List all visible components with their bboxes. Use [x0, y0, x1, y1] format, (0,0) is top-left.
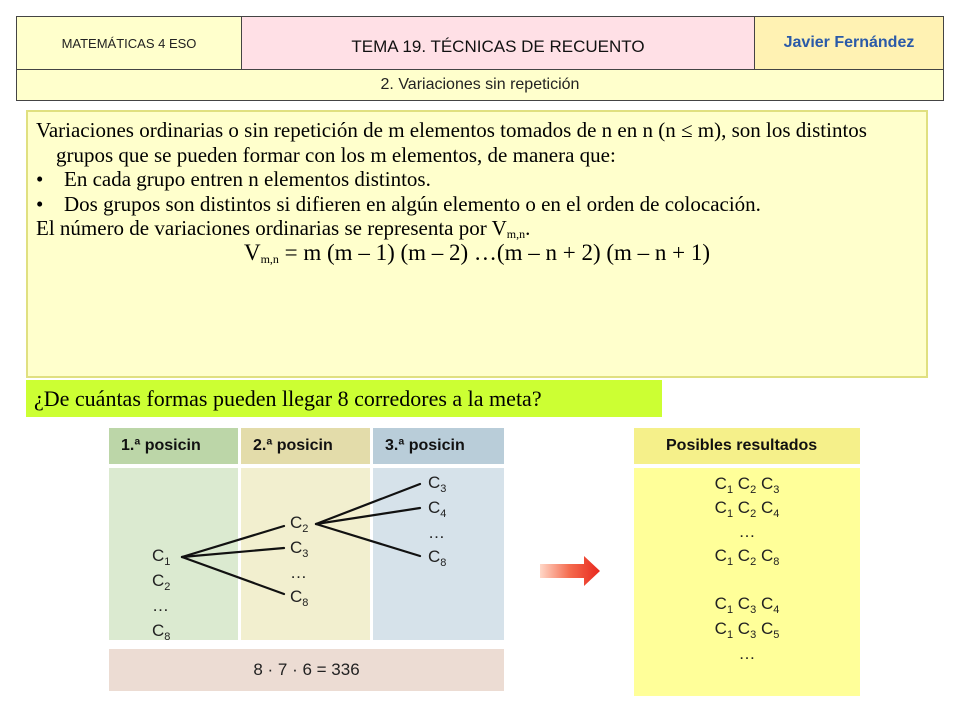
results-header: Posibles resultados	[634, 428, 860, 464]
col2-item-3: $C_8$	[290, 587, 309, 609]
result-line-0: $C_1$ $C_2$ $C_3$	[714, 474, 780, 496]
result-line-3: $C_1$ $C_2$ $C_8$	[714, 546, 780, 568]
col1-item-1: $C_2$	[152, 571, 171, 593]
author-name: Javier Fernández	[754, 16, 944, 70]
bullet-1-text: En cada grupo entren n elementos distintos.	[64, 167, 431, 191]
question-box: ¿De cuántas formas pueden llegar 8 corredores a la meta?	[26, 380, 662, 417]
result-line-4: $C_1$ $C_3$ $C_4$	[714, 594, 780, 616]
result-line-5: $C_1$ $C_3$ $C_5$	[714, 619, 780, 641]
result-formula: 8 · 7 · 6 = 336	[109, 649, 504, 691]
col3-item-0: $C_3$	[428, 473, 447, 495]
definition-bullet-2: • Dos grupos son distintos si difieren en algún elemento o en el orden de colocación.	[36, 191, 761, 216]
col1-item-0: $C_1$	[152, 546, 171, 568]
col2-item-2: …	[290, 563, 307, 582]
header-position-2: 2.ª posicin	[241, 428, 370, 464]
definition-text: Variaciones ordinarias o sin repetición de m elementos tomados de n en n (n ≤ m), son los distintos grupos que se pueden formar con los m elementos, de manera que:	[36, 118, 867, 167]
definition-box	[26, 110, 928, 378]
col2-item-1: $C_3$	[290, 538, 309, 560]
formula-v: V	[243, 239, 261, 265]
col3-item-2: …	[428, 523, 445, 542]
col1-item-2: …	[152, 596, 169, 615]
definition-bullet-1: • En cada grupo entren n elementos distintos.	[36, 167, 431, 191]
notation-text: El número de variaciones ordinarias se representa por V	[36, 216, 507, 240]
result-line-6: …	[738, 644, 756, 663]
course-label: MATEMÁTICAS 4 ESO	[16, 16, 242, 70]
col1-item-3: $C_8$	[152, 621, 171, 643]
header-position-3: 3.ª posicin	[373, 428, 504, 464]
header-position-1: 1.ª posicin	[109, 428, 238, 464]
result-line-2: …	[738, 522, 756, 541]
column-position-1	[109, 468, 238, 643]
right-arrow-icon	[540, 556, 602, 586]
formula-expression: = m (m – 1) (m – 2) …(m – n + 2) (m – n + 1)	[278, 239, 711, 265]
col2-item-0: $C_2$	[290, 513, 309, 535]
section-subtitle: 2. Variaciones sin repetición	[16, 69, 944, 101]
formula	[36, 241, 918, 266]
notation-end: .	[525, 216, 531, 240]
result-line-1: $C_1$ $C_2$ $C_4$	[714, 498, 780, 520]
topic-title: TEMA 19. TÉCNICAS DE RECUENTO	[241, 16, 755, 70]
formula-subscript: m,n	[260, 251, 279, 266]
notation-subscript: m,n	[506, 227, 526, 241]
bullet-2-text: Dos grupos son distintos si difieren en algún elemento o en el orden de colocación.	[64, 191, 761, 216]
col3-item-1: $C_4$	[428, 498, 447, 520]
col3-item-3: $C_8$	[428, 547, 447, 569]
notation-line	[36, 216, 918, 241]
